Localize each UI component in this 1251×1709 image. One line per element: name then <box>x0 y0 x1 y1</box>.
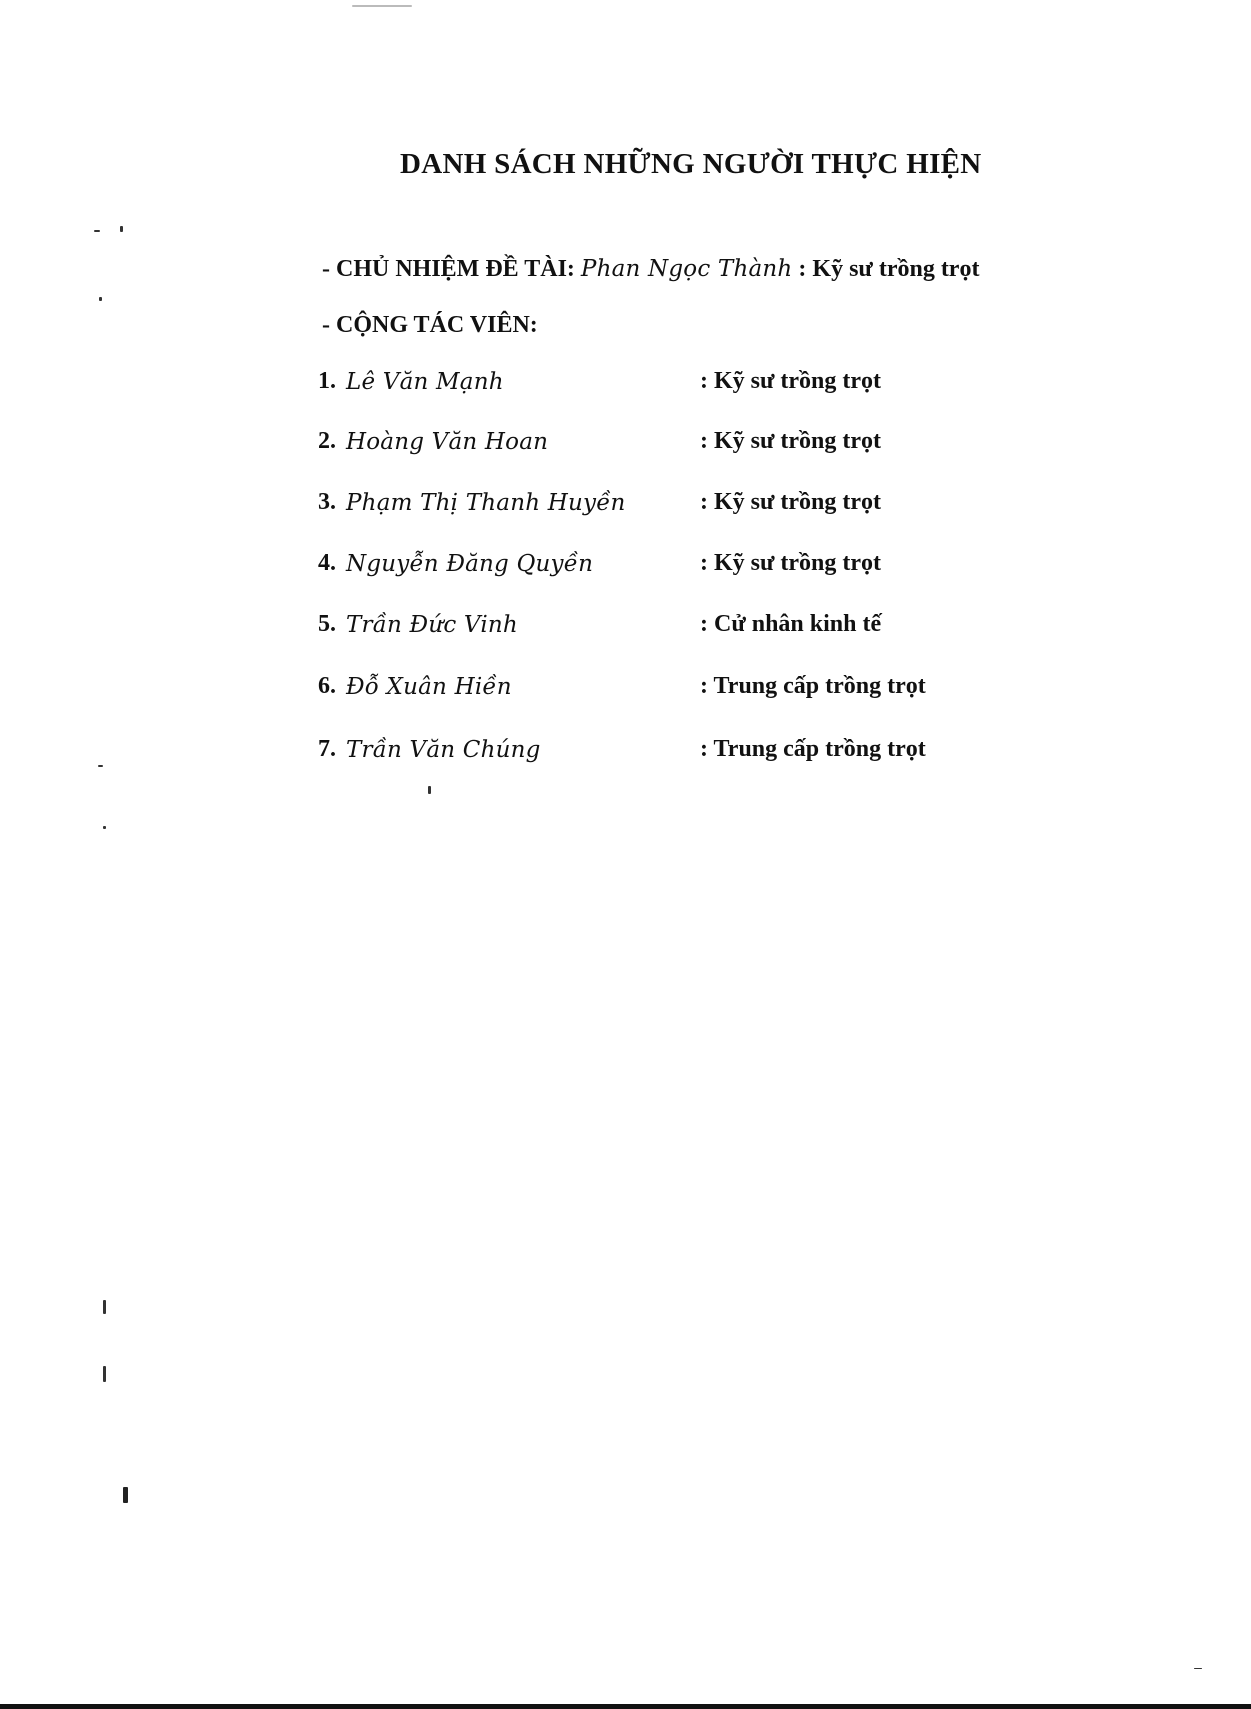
member-index: 7. <box>318 736 336 762</box>
member-name: Đỗ Xuân Hiền <box>346 674 512 700</box>
member-row <box>318 611 1018 645</box>
member-name: Trần Đức Vinh <box>346 612 518 638</box>
member-role: : Kỹ sư trồng trọt <box>700 489 882 515</box>
member-index: 3. <box>318 489 336 515</box>
scan-speck <box>103 1300 106 1314</box>
member-name: Phạm Thị Thanh Huyền <box>346 490 626 516</box>
member-index: 4. <box>318 550 336 576</box>
scan-speck <box>99 297 102 301</box>
member-role: : Kỹ sư trồng trọt <box>700 368 882 394</box>
member-role: : Trung cấp trồng trọt <box>700 673 926 699</box>
scan-speck <box>123 1487 128 1503</box>
scan-speck <box>120 226 123 232</box>
scan-speck <box>94 230 100 232</box>
page-title: DANH SÁCH NHỮNG NGƯỜI THỰC HIỆN <box>400 148 982 180</box>
member-role: : Kỹ sư trồng trọt <box>700 428 882 454</box>
scan-speck <box>428 786 431 794</box>
member-name: Trần Văn Chúng <box>346 737 541 763</box>
member-row <box>318 368 1018 402</box>
member-role: : Kỹ sư trồng trọt <box>700 550 882 576</box>
project-lead-role: : Kỹ sư trồng trọt <box>798 256 980 282</box>
member-role: : Trung cấp trồng trọt <box>700 736 926 762</box>
member-index: 6. <box>318 673 336 699</box>
member-index: 5. <box>318 611 336 637</box>
member-row <box>318 673 1018 707</box>
scan-speck <box>103 826 106 829</box>
scan-speck <box>98 765 103 767</box>
page-bottom-edge <box>0 1704 1251 1709</box>
member-name: Hoàng Văn Hoan <box>346 429 549 455</box>
member-index: 2. <box>318 428 336 454</box>
project-lead-line <box>322 256 979 283</box>
member-row <box>318 428 1018 462</box>
member-role: : Cử nhân kinh tế <box>700 611 882 637</box>
member-name: Nguyễn Đăng Quyền <box>346 551 594 577</box>
project-lead-name: Phan Ngọc Thành <box>580 256 793 282</box>
member-name: Lê Văn Mạnh <box>346 369 504 395</box>
member-row <box>318 489 1018 523</box>
scan-speck <box>1194 1668 1202 1669</box>
project-lead-label: - CHỦ NHIỆM ĐỀ TÀI: <box>322 256 575 282</box>
collaborators-heading: - CỘNG TÁC VIÊN: <box>322 312 538 338</box>
member-row <box>318 550 1018 584</box>
scan-speck <box>352 5 412 7</box>
scan-speck <box>103 1366 106 1382</box>
member-row <box>318 736 1018 770</box>
member-index: 1. <box>318 368 336 394</box>
